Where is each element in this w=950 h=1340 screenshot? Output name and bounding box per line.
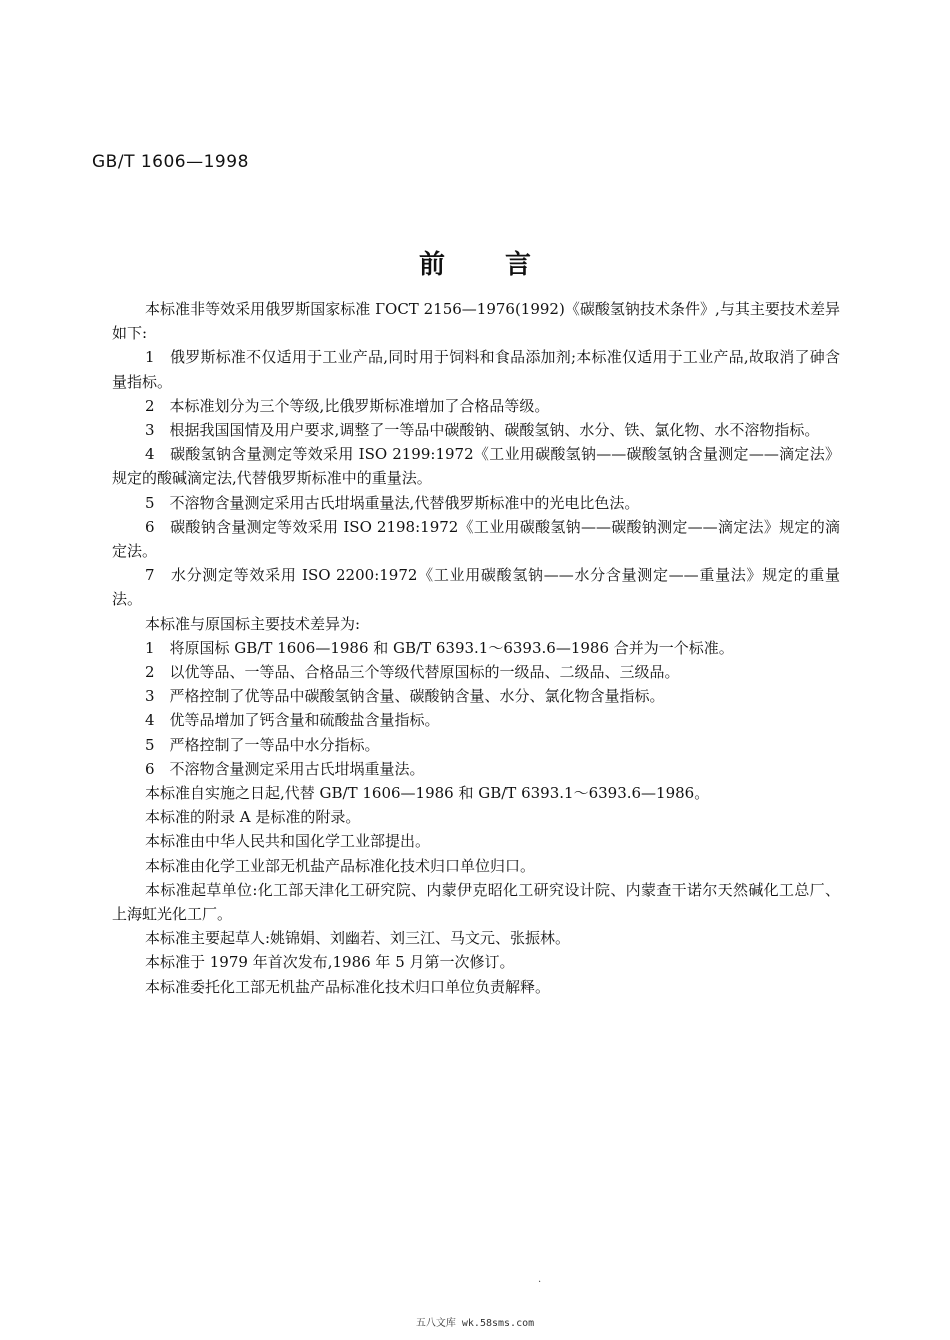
paragraph-drafters: 本标准主要起草人:姚锦娟、刘幽若、刘三江、马文元、张振林。 (145, 929, 571, 948)
list-item: 6 碳酸钠含量测定等效采用 ISO 2198:1972《工业用碳酸氢钠——碳酸钠测定——滴定法》规定的滴定法。 (112, 517, 840, 561)
list-item: 2 以优等品、一等品、合格品三个等级代替原国标的一级品、二级品、三级品。 (145, 663, 680, 682)
standard-code: GB/T 1606—1998 (92, 152, 249, 172)
list-item: 4 优等品增加了钙含量和硫酸盐含量指标。 (145, 711, 440, 730)
paragraph-interpretation: 本标准委托化工部无机盐产品标准化技术归口单位负责解释。 (145, 977, 551, 996)
paragraph-proposer: 本标准由中华人民共和国化学工业部提出。 (145, 832, 431, 851)
paragraph-differences-intro: 本标准与原国标主要技术差异为: (145, 614, 361, 633)
list-item: 4 碳酸氢钠含量测定等效采用 ISO 2199:1972《工业用碳酸氢钠——碳酸氢钠含量测定——滴定法》规定的酸碱滴定法,代替俄罗斯标准中的重量法。 (112, 445, 840, 488)
paragraph-replacement: 本标准自实施之日起,代替 GB/T 1606—1986 和 GB/T 6393.1～6393.6—1986。 (145, 784, 710, 803)
list-item: 1 将原国标 GB/T 1606—1986 和 GB/T 6393.1～6393.6—1986 合并为一个标准。 (145, 638, 734, 657)
list-item: 1 俄罗斯标准不仅适用于工业产品,同时用于饲料和食品添加剂;本标准仅适用于工业产品,故取消了砷含量指标。 (112, 348, 840, 391)
list-item: 3 根据我国国情及用户要求,调整了一等品中碳酸钠、碳酸氢钠、水分、铁、氯化物、水不溶物指标。 (145, 421, 820, 440)
list-item: 7 水分测定等效采用 ISO 2200:1972《工业用碳酸氢钠——水分含量测定——重量法》规定的重量法。 (112, 566, 840, 609)
list-item: 5 不溶物含量测定采用古氏坩埚重量法,代替俄罗斯标准中的光电比色法。 (145, 493, 640, 512)
paragraph-drafting-units: 本标准起草单位:化工部天津化工研究院、内蒙伊克昭化工研究设计院、内蒙查干诺尔天然碱化工总厂、上海虹光化工厂。 (112, 880, 840, 924)
page-title: 前言 (418, 250, 591, 280)
list-item: 2 本标准划分为三个等级,比俄罗斯标准增加了合格品等级。 (145, 396, 550, 415)
list-item: 3 严格控制了优等品中碳酸氢钠含量、碳酸钠含量、水分、氯化物含量指标。 (145, 687, 665, 706)
paragraph-appendix: 本标准的附录 A 是标准的附录。 (145, 808, 361, 827)
paragraph-history: 本标准于 1979 年首次发布,1986 年 5 月第一次修订。 (145, 953, 515, 972)
paragraph-intro: 本标准非等效采用俄罗斯国家标准 ГОСТ 2156—1976(1992)《碳酸氢钠技术条件》,与其主要技术差异如下: (112, 300, 840, 343)
footer-dot: . (538, 1274, 542, 1285)
list-item: 6 不溶物含量测定采用古氏坩埚重量法。 (145, 759, 425, 778)
paragraph-centralized: 本标准由化学工业部无机盐产品标准化技术归口单位归口。 (145, 856, 536, 875)
list-item: 5 严格控制了一等品中水分指标。 (145, 735, 380, 754)
footer-watermark: 五八文库 wk.58sms.com (415, 1318, 535, 1329)
foreword-body (112, 297, 840, 999)
